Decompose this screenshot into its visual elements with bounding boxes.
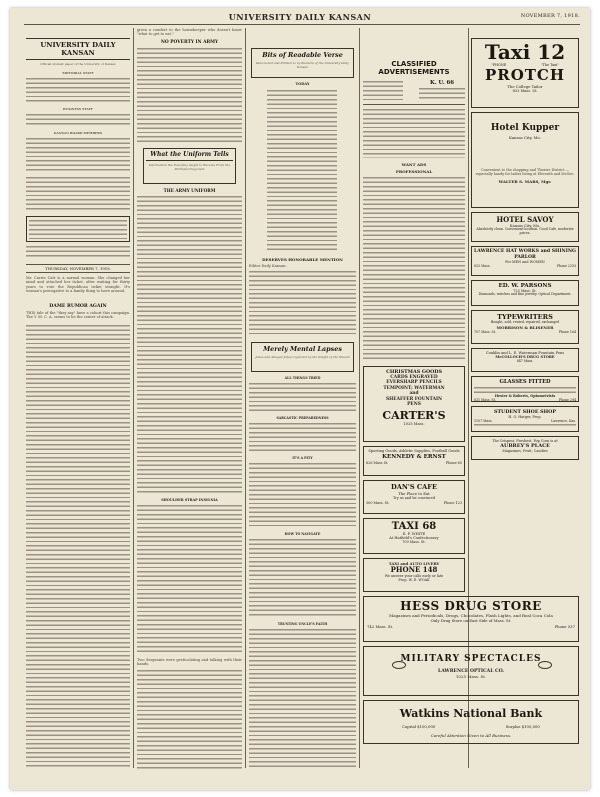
col5-protch-addr: 833 Mass. St. xyxy=(512,89,538,93)
col1-lead-para: Mr. Carrie Catt is a normal woman. She changed her mind and attached her ticket, after waiting for thirty years to vote the Republican ticket straight. It's woman's prerogative to a family thing to have around. xyxy=(26,276,130,294)
col4-sporting: Sporting Goods, Athletic Supplies, Football Goods xyxy=(368,449,460,453)
christmas-line: SHEAFFER FOUNTAIN xyxy=(385,396,443,402)
col4-kennedy: KENNEDY & ERNST xyxy=(382,454,446,461)
col1-mast-title: UNIVERSITY DAILY KANSAN xyxy=(26,38,130,60)
christmas-line: PENS xyxy=(407,402,421,408)
col2-army-uniform: THE ARMY UNIFORM xyxy=(163,188,216,193)
col5-typewriters: TYPEWRITERS xyxy=(497,313,553,321)
col1-date-line: THURSDAY, NOVEMBER 7, 1918. xyxy=(45,266,111,271)
col5-mccolloch: McCOLLOCH'S DRUG STORE xyxy=(495,355,555,360)
col4-professional: PROFESSIONAL xyxy=(395,169,433,174)
col3-sarcastic: SARCASTIC PREPAREDNESS xyxy=(276,416,329,420)
col4-dans-phone: Phone 123 xyxy=(443,501,462,505)
col4-phone148: PHONE 148 xyxy=(390,565,438,574)
col1-dame-body: THIS tale of the "they say" have a cohort this campaign. The Y. M. C. A. seems to be the center of attack. xyxy=(26,311,130,320)
newspaper-page xyxy=(10,8,590,790)
col3-today: TODAY xyxy=(295,82,310,86)
col5-lawrence-addr: 833 Mass. xyxy=(474,264,491,269)
spectacles-right-icon xyxy=(538,661,552,669)
col5-kupper-mgr: WALTER S. MARS, Mgr. xyxy=(498,178,552,184)
col5-lawrence: LAWRENCE HAT WORKS and SHINING PARLOR xyxy=(474,249,576,260)
col4-kennedy-addr: 826 Mass St. xyxy=(366,461,389,466)
watkins-ad xyxy=(363,700,579,744)
hess-ad xyxy=(363,596,579,642)
col5-shoe-addr: 1107 Mass. xyxy=(474,419,493,423)
hess-sub2: Only Drug Store on East Side of Mass. St. xyxy=(430,618,512,623)
col5-protch-sub: The College Tailor xyxy=(507,84,543,89)
col5-the-taxi: "The Taxi" xyxy=(540,63,559,67)
col4-taxi68: TAXI 68 xyxy=(391,521,437,532)
col4-kennedy-phone: Phone 65 xyxy=(445,461,462,466)
col4-taxi-livery: TAXI and AUTO LIVERY xyxy=(388,561,440,566)
header-masthead: UNIVERSITY DAILY KANSAN xyxy=(228,12,372,22)
col4-carters-addr: 1025 Mass. xyxy=(403,422,425,427)
col5-shoe-city: Lawrence, Kas. xyxy=(551,419,576,423)
col4-phone148-sub: We answer your calls early or late xyxy=(384,574,444,578)
col4-dans-addr: 300 Mass. St. xyxy=(366,501,390,505)
col2-shoulder: SHOULDER STRAP INSIGNIA xyxy=(161,498,218,502)
col5-aubreys-sub: Magazines, Fruit, Candies xyxy=(502,449,548,453)
col2-top-para: given a comfort to the housekeeper who doesn't know "what to get to eat." xyxy=(137,28,242,37)
col3-its-a-pity: IT'S A PITY xyxy=(292,456,313,460)
col3-all-things: ALL THINGS TRIED xyxy=(284,376,321,380)
col5-shoe: STUDENT SHOE SHOP xyxy=(494,409,556,415)
military-title: MILITARY SPECTACLES xyxy=(400,654,542,664)
col5-hester-phone: Phone 294 xyxy=(558,398,576,402)
col4-taxi68-addr: 700 Mass. St. xyxy=(402,540,426,544)
col3-deserves-sub: Editor Daily Kansan: xyxy=(249,264,287,268)
col5-kupper-sub: Kansas City, Mo. xyxy=(509,135,541,140)
col5-phone-lbl: "PHONE xyxy=(491,63,507,67)
col5-parsons-addr: 725 Mass. St. xyxy=(513,289,537,293)
col3-bits-title: Bits of Readable Verse xyxy=(262,51,343,59)
col5-morrison: MORRISON & BLISENER xyxy=(496,324,554,330)
watkins-surplus: Surplus $100,000 xyxy=(505,724,540,729)
col5-savoy-sub: Kansas City, Mo. xyxy=(509,224,541,228)
col1-mast-sub: Official student paper of the University of Kansas xyxy=(40,62,116,66)
military-addr: 1025 Mass. St. xyxy=(455,674,487,679)
col3-how-to: HOW TO NAVIGATE xyxy=(284,532,321,536)
col4-dans-sub: The Place to Eat xyxy=(398,491,430,496)
col4-christmas-lines xyxy=(366,375,462,407)
col2-uniform-title: What the Uniform Tells xyxy=(146,151,233,161)
col5-coupon: The Crispest, Freshest, Pop Corn is at xyxy=(492,439,558,443)
col4-dans-sub2: Try us and be convinced xyxy=(393,496,435,500)
col1-dame-title: DAME RUMOR AGAIN xyxy=(49,304,107,309)
christmas-line: and xyxy=(409,391,419,397)
col3-merely-sub: Jokes and Alleged Jokes Captured by the Knight of the Shears xyxy=(255,355,350,359)
watkins-foot: Careful Attention Given to All Business. xyxy=(430,733,512,738)
col4-christmas-title: CHRISTMAS GOODS xyxy=(386,369,442,375)
col1-editorial: EDITORIAL STAFF xyxy=(62,71,94,75)
col5-hester: Hester & Roberts, Optometrists xyxy=(494,394,556,398)
hess-sub: Magazines and Periodicals, Drugs, Chocolates, Flash Lights, and Real Coca Cola xyxy=(389,613,553,618)
hess-addr: 742 Mass. St. xyxy=(367,624,394,629)
watkins-cap: Capital $100,000 xyxy=(402,724,436,729)
watkins-title: Watkins National Bank xyxy=(399,707,543,720)
col3-bits-sub: Discovered and Printed to by Readers of the University Daily Kansan xyxy=(256,61,349,69)
col4-taxi68-sub: E. F. WHITE xyxy=(402,532,426,536)
header-date: NOVEMBER 7, 1918. xyxy=(520,13,580,19)
col5-lawrence-phone: Phone 2253 xyxy=(556,264,576,269)
col5-kupper: Hotel Kupper xyxy=(490,123,560,133)
col5-kupper-body: Convenient to the shopping and Theatre District — especially handy for ladies living at Eleventh and McGee. xyxy=(475,168,575,177)
christmas-line: TEMPOINT; WATERMAN xyxy=(383,385,445,391)
col4-taxi68-sub2: At Hatfield's Confectionery xyxy=(389,536,439,540)
col4-classified: CLASSIFIED ADVERTISEMENTS xyxy=(378,60,450,76)
col5-conklin: Conklin and L. E. Waterman Fountain Pens xyxy=(485,351,565,355)
col5-glasses: GLASSES FITTED xyxy=(499,379,551,385)
col1-business: BUSINESS STAFF xyxy=(63,107,93,111)
col4-phone148-sub2: Prop. W. E. WOAK xyxy=(398,578,430,582)
col2-uniform-sub: Information the Everyday Ought to Receive From the Portland Oregonian xyxy=(148,163,231,171)
col5-aubreys: AUBREY'S PLACE xyxy=(500,443,550,449)
col3-vocal-rhythm: TRUSTING UNCLE'S FAITH xyxy=(277,622,328,626)
military-sub: LAWRENCE OPTICAL CO. xyxy=(437,669,505,674)
col5-mccolloch-addr: 847 Mass. xyxy=(516,359,534,364)
col2-bottom-para: Two Sergeants were gesticulating and talking with their hands. xyxy=(137,658,242,667)
col4-want-ads: WANT ADS xyxy=(401,162,427,167)
hess-phone: Phone 537 xyxy=(554,624,575,629)
col5-taxi12: Taxi 12 xyxy=(484,40,566,64)
spectacles-left-icon xyxy=(392,661,406,669)
col5-savoy-body: Absolutely clean. Convenient location. Good Cafe, moderate prices. xyxy=(476,227,574,235)
col3-deserves: DESERVES HONORABLE MENTION xyxy=(262,257,343,262)
col3-merely-title: Merely Mental Lapses xyxy=(263,345,342,353)
christmas-line: CARDS ENGRAVED xyxy=(390,375,438,380)
col5-typewriters-body: Bought, sold, rented, repaired, exchanged xyxy=(490,320,560,324)
col5-protch: PROTCH xyxy=(484,66,566,84)
hess-title: HESS DRUG STORE xyxy=(400,599,542,613)
col4-carters: CARTER'S xyxy=(382,409,446,423)
col4-dans: DAN'S CAFE xyxy=(390,483,437,491)
col1-kansan-board: KANSAN BOARD MEMBERS xyxy=(54,131,102,135)
col5-morrison-addr: 707 Mass. St. xyxy=(474,329,497,334)
col4-kueb: K. U. 66 xyxy=(430,80,454,86)
col5-lawrence-sub: For MEN and WOMEN xyxy=(505,260,545,265)
christmas-line: EVERSHARP PENCILS xyxy=(386,380,442,386)
col5-morrison-phone: Phone 164 xyxy=(558,329,576,334)
col5-shoe-sub: H. O. Harger, Prop. xyxy=(508,415,542,419)
col2-no-poverty: NO POVERTY IN ARMY xyxy=(160,40,219,45)
col5-parsons: ED. W. PARSONS xyxy=(498,283,552,289)
military-ad xyxy=(363,646,579,696)
col5-savoy: HOTEL SAVOY xyxy=(496,215,554,224)
col5-parsons-body: Diamonds, watches and fine jewelry. Optical Department. xyxy=(478,292,572,296)
col5-hester-addr: 831 Mass. St. xyxy=(474,398,497,402)
